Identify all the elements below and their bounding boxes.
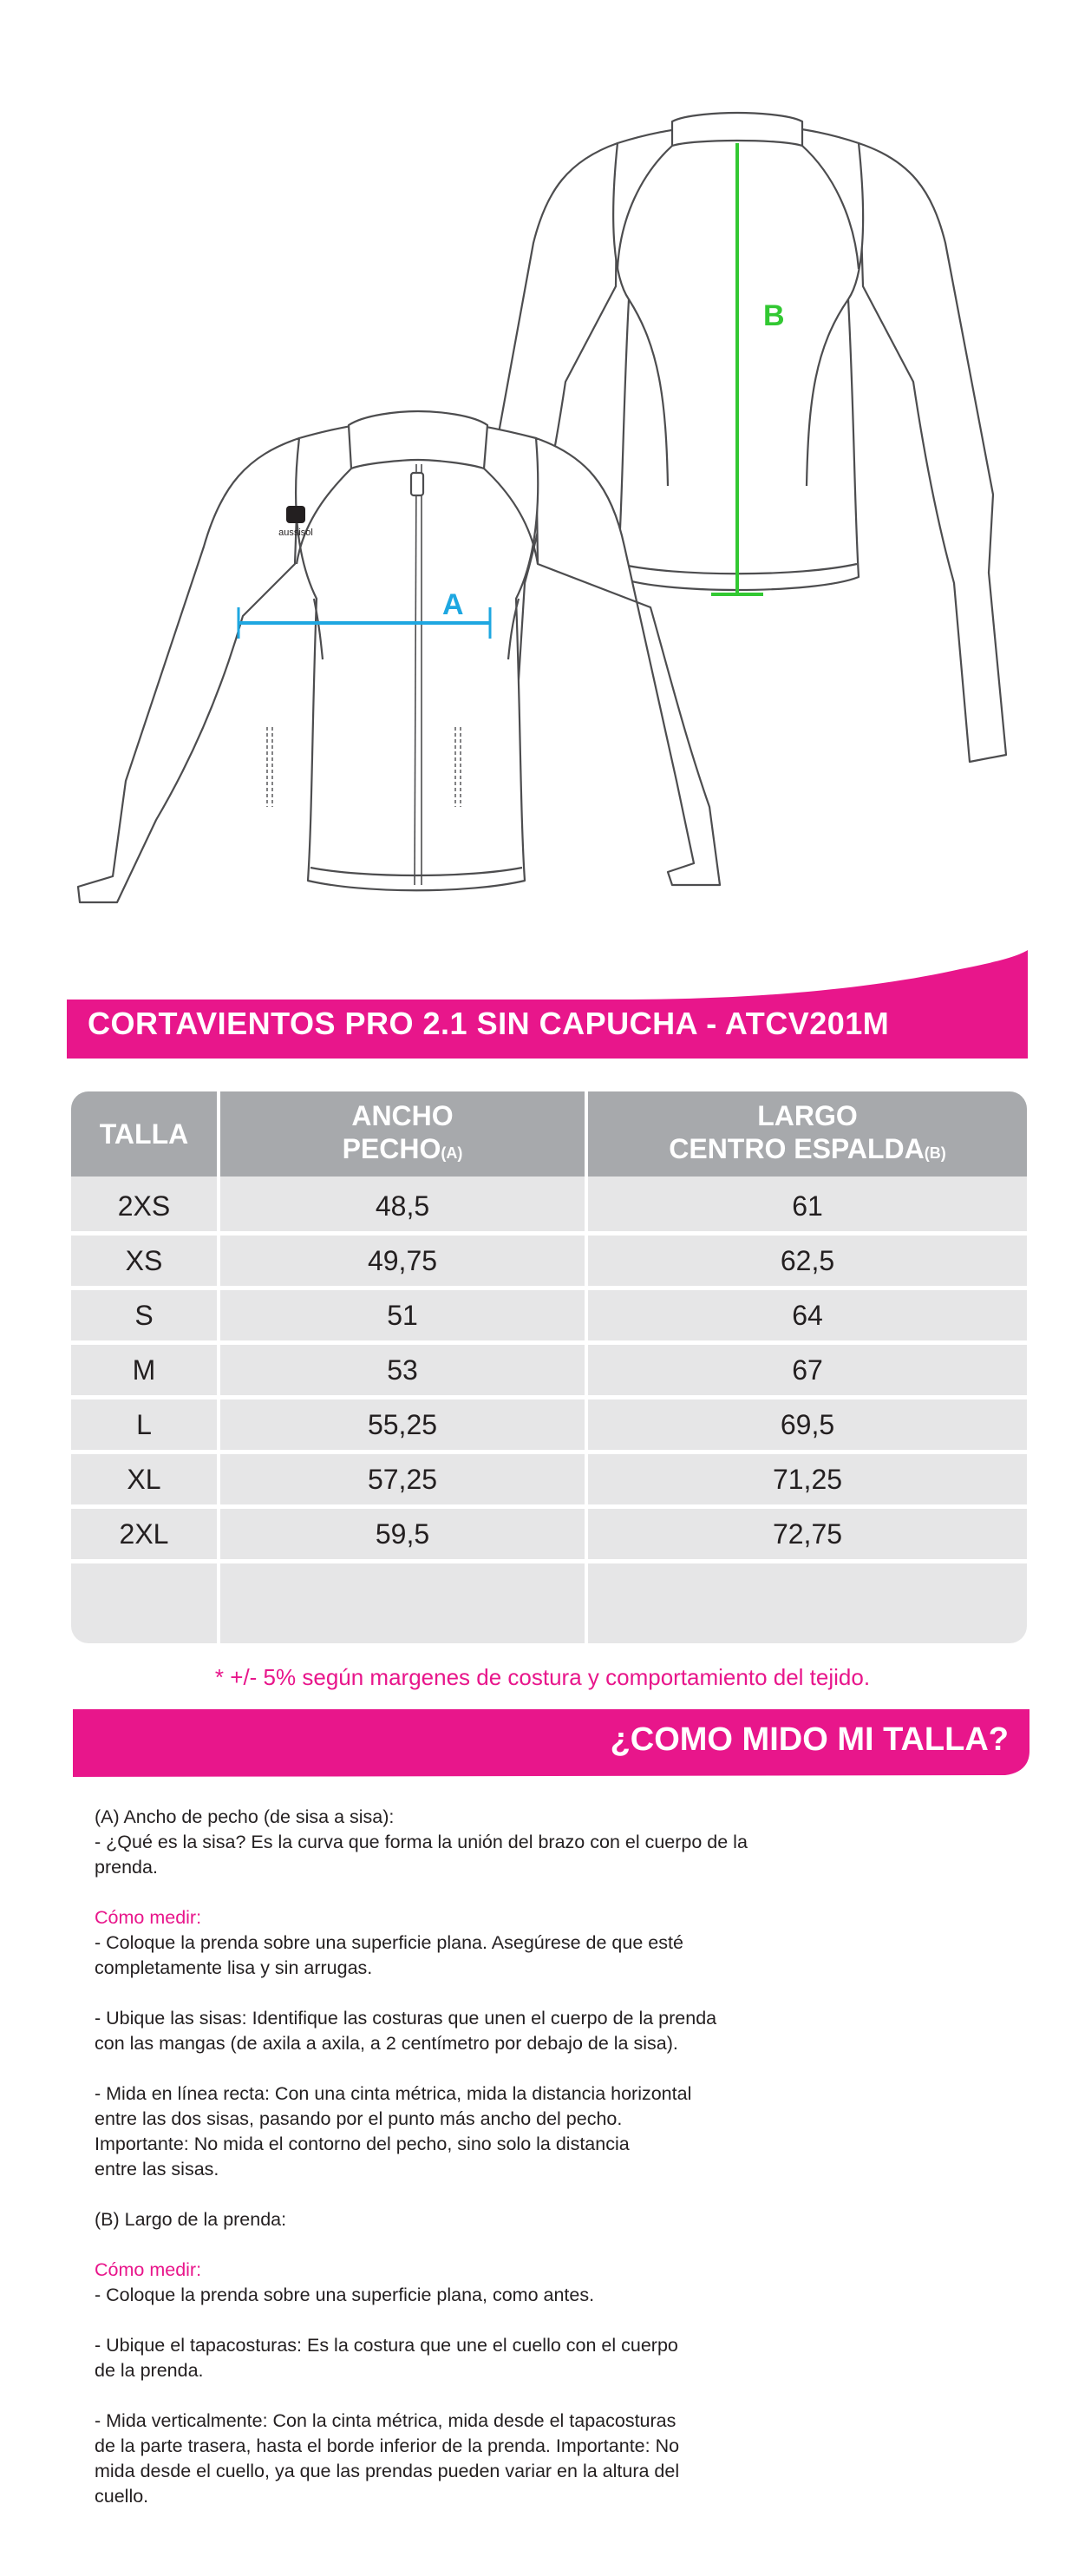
section-a-step3 — [95, 2081, 806, 2182]
instruction-line: - Ubique las sisas: Identifique las costuras que unen el cuerpo de la prenda — [95, 2008, 717, 2029]
instruction-line: cuello. — [95, 2486, 149, 2507]
instruction-line: Importante: No mida el contorno del pecho, sino solo la distancia — [95, 2134, 630, 2154]
cell-talla: S — [134, 1299, 154, 1331]
instruction-line: mida desde el cuello, ya que las prendas pueden variar en la altura del — [95, 2461, 680, 2481]
cell-largo: 64 — [792, 1299, 823, 1331]
header-ancho-line2: PECHO — [342, 1132, 441, 1164]
section-b-step1 — [95, 2258, 806, 2308]
label-a: A — [442, 588, 464, 621]
sisa-definition: prenda. — [95, 1857, 158, 1878]
instruction-line: entre las sisas. — [95, 2159, 219, 2179]
section-a-step2 — [95, 2006, 806, 2056]
section-a-intro — [95, 1805, 806, 1880]
header-largo-sub: (B) — [924, 1144, 946, 1162]
cell-largo: 71,25 — [772, 1463, 843, 1495]
size-table-header — [71, 1091, 1027, 1177]
sisa-definition: - ¿Qué es la sisa? Es la curva que forma la unión del brazo con el cuerpo de la — [95, 1832, 748, 1852]
cell-ancho: 53 — [387, 1354, 418, 1386]
section-a-step1 — [95, 1905, 806, 1981]
instruction-line: - Ubique el tapacosturas: Es la costura que une el cuello con el cuerpo — [95, 2335, 678, 2356]
cell-talla: 2XS — [117, 1190, 171, 1222]
cell-talla: 2XL — [119, 1517, 169, 1550]
header-ancho-pecho — [220, 1091, 585, 1177]
tolerance-footnote: * +/- 5% según margenes de costura y comportamiento del tejido. — [214, 1664, 871, 1690]
brand-logo-text: aussisol — [278, 528, 313, 538]
section-b-step2 — [95, 2333, 806, 2383]
product-title-banner — [67, 950, 1028, 1059]
instruction-line: entre las dos sisas, pasando por el punto más ancho del pecho. — [95, 2108, 623, 2129]
cell-talla: XS — [125, 1244, 163, 1276]
como-medir-heading: Cómo medir: — [95, 2259, 202, 2280]
product-title: CORTAVIENTOS PRO 2.1 SIN CAPUCHA - ATCV201M — [88, 1006, 890, 1041]
column-divider — [585, 1091, 588, 1643]
cell-ancho — [220, 1563, 585, 1614]
label-b: B — [763, 299, 785, 332]
header-largo-line1: LARGO — [757, 1099, 858, 1131]
header-talla-label: TALLA — [99, 1118, 189, 1150]
header-talla — [71, 1091, 217, 1177]
instruction-line: de la parte trasera, hasta el borde inferior de la prenda. Importante: No — [95, 2435, 680, 2456]
section-b-intro — [95, 2207, 806, 2232]
column-divider — [217, 1091, 220, 1643]
como-medir-heading: Cómo medir: — [95, 1907, 202, 1928]
instruction-line: - Coloque la prenda sobre una superficie plana, como antes. — [95, 2284, 595, 2305]
cell-ancho: 48,5 — [375, 1190, 430, 1222]
how-to-measure-title: ¿COMO MIDO MI TALLA? — [610, 1721, 1009, 1758]
cell-ancho: 55,25 — [367, 1408, 438, 1440]
cell-talla — [71, 1563, 217, 1614]
instruction-line: completamente lisa y sin arrugas. — [95, 1957, 373, 1978]
cell-largo — [588, 1563, 1027, 1614]
cell-ancho: 59,5 — [375, 1517, 430, 1550]
cell-largo: 62,5 — [780, 1244, 835, 1276]
cell-ancho: 51 — [387, 1299, 418, 1331]
cell-talla: XL — [127, 1463, 161, 1495]
jacket-back-view — [477, 113, 1006, 762]
header-ancho-line1: ANCHO — [351, 1099, 454, 1131]
size-table — [71, 1091, 1027, 1643]
cell-talla: L — [136, 1408, 152, 1440]
instruction-line: - Mida verticalmente: Con la cinta métrica, mida desde el tapacosturas — [95, 2410, 676, 2431]
cell-talla: M — [132, 1354, 156, 1386]
instruction-line: de la prenda. — [95, 2360, 204, 2381]
section-b-step3 — [95, 2409, 806, 2509]
header-largo-line2: CENTRO ESPALDA — [669, 1132, 925, 1164]
cell-ancho: 49,75 — [367, 1244, 438, 1276]
cell-largo: 72,75 — [772, 1517, 843, 1550]
cell-largo: 67 — [792, 1354, 823, 1386]
cell-ancho: 57,25 — [367, 1463, 438, 1495]
measuring-instructions — [95, 1805, 806, 2534]
instruction-line: - Coloque la prenda sobre una superficie plana. Asegúrese de que esté — [95, 1932, 683, 1953]
header-ancho-sub: (A) — [441, 1144, 463, 1162]
cell-largo: 69,5 — [780, 1408, 835, 1440]
cell-largo: 61 — [792, 1190, 823, 1222]
section-b-title: (B) Largo de la prenda: — [95, 2209, 287, 2230]
header-largo-centro-espalda — [588, 1091, 1027, 1177]
section-a-title: (A) Ancho de pecho (de sisa a sisa): — [95, 1806, 395, 1827]
instruction-line: con las mangas (de axila a axila, a 2 centímetro por debajo de la sisa). — [95, 2033, 678, 2054]
how-to-measure-banner — [73, 1709, 1029, 1777]
jacket-illustration — [0, 0, 1085, 937]
instruction-line: - Mida en línea recta: Con una cinta métrica, mida la distancia horizontal — [95, 2083, 692, 2104]
